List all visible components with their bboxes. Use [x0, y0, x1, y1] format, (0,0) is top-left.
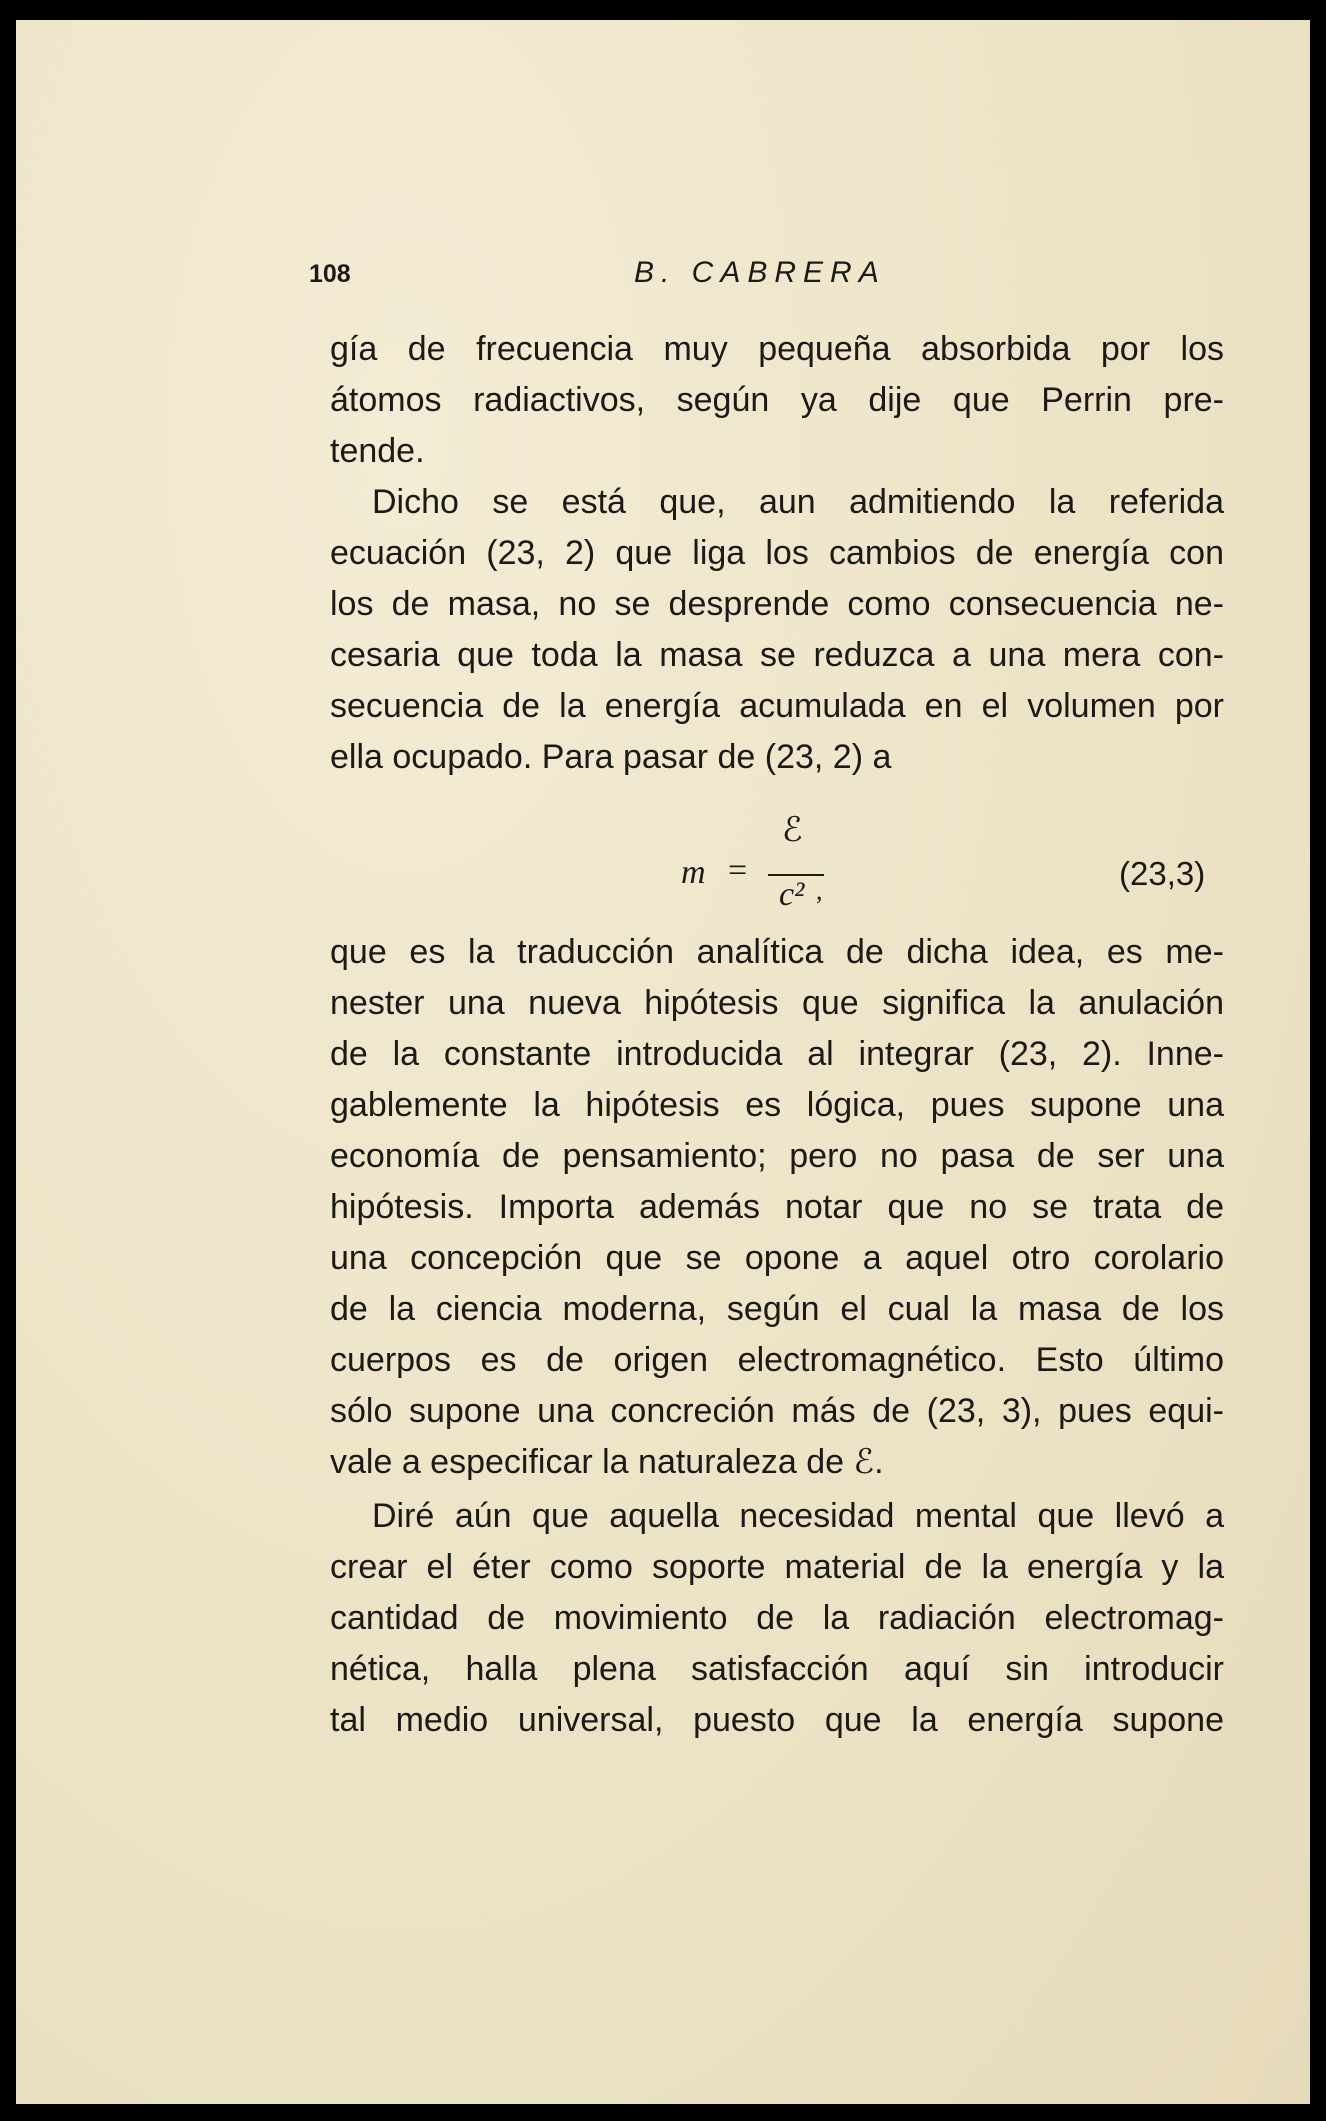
- text-line: crear el éter como soporte material de la energía y la: [330, 1548, 1224, 1586]
- text-line: que es la traducción analítica de dicha idea, es me-: [330, 933, 1224, 971]
- equation-equals-sign: =: [728, 852, 748, 889]
- text-line: gía de frecuencia muy pequeña absorbida por los: [330, 330, 1224, 368]
- text-line: gablemente la hipótesis es lógica, pues supone una: [330, 1086, 1224, 1124]
- text-line: secuencia de la energía acumulada en el volumen por: [330, 687, 1224, 725]
- text-line: ella ocupado. Para pasar de (23, 2) a: [330, 738, 892, 776]
- text-line: vale a especificar la naturaleza de ℰ.: [330, 1443, 884, 1481]
- text-line: cesaria que toda la masa se reduzca a una mera con-: [330, 636, 1224, 674]
- text-line: hipótesis. Importa además notar que no se trata de: [330, 1188, 1224, 1226]
- text-line: de la ciencia moderna, según el cual la masa de los: [330, 1290, 1224, 1328]
- text-line: Dicho se está que, aun admitiendo la referida: [372, 483, 1224, 521]
- text-line: nester una nueva hipótesis que significa la anulación: [330, 984, 1224, 1022]
- text-line: los de masa, no se desprende como consecuencia ne-: [330, 585, 1224, 623]
- equation-number: (23,3): [1119, 855, 1206, 892]
- display-equation: [16, 810, 1310, 920]
- page-number: 108: [309, 260, 351, 288]
- text-line: cuerpos es de origen electromagnético. Esto último: [330, 1341, 1224, 1379]
- text-line: de la constante introducida al integrar (23, 2). Inne-: [330, 1035, 1224, 1073]
- equation-lhs: m: [681, 854, 706, 891]
- text-line: átomos radiactivos, según ya dije que Perrin pre-: [330, 381, 1224, 419]
- equation-comma: ,: [816, 876, 823, 905]
- text-line: ecuación (23, 2) que liga los cambios de energía con: [330, 534, 1224, 572]
- text-line: una concepción que se opone a aquel otro corolario: [330, 1239, 1224, 1277]
- page-header: [309, 256, 909, 296]
- text-line: tal medio universal, puesto que la energía supone: [330, 1701, 1224, 1739]
- equation-numerator: ℰ: [782, 810, 803, 850]
- text-line: nética, halla plena satisfacción aquí sin introducir: [330, 1650, 1224, 1688]
- text-line: cantidad de movimiento de la radiación electromag-: [330, 1599, 1224, 1637]
- text-line: tende.: [330, 432, 425, 470]
- running-head: B. CABRERA: [634, 256, 886, 289]
- book-page: [16, 20, 1310, 2104]
- text-line: Diré aún que aquella necesidad mental que llevó a: [372, 1497, 1224, 1535]
- text-line: sólo supone una concreción más de (23, 3), pues equi-: [330, 1392, 1224, 1430]
- equation-denominator: c²: [779, 876, 805, 913]
- text-line: economía de pensamiento; pero no pasa de ser una: [330, 1137, 1224, 1175]
